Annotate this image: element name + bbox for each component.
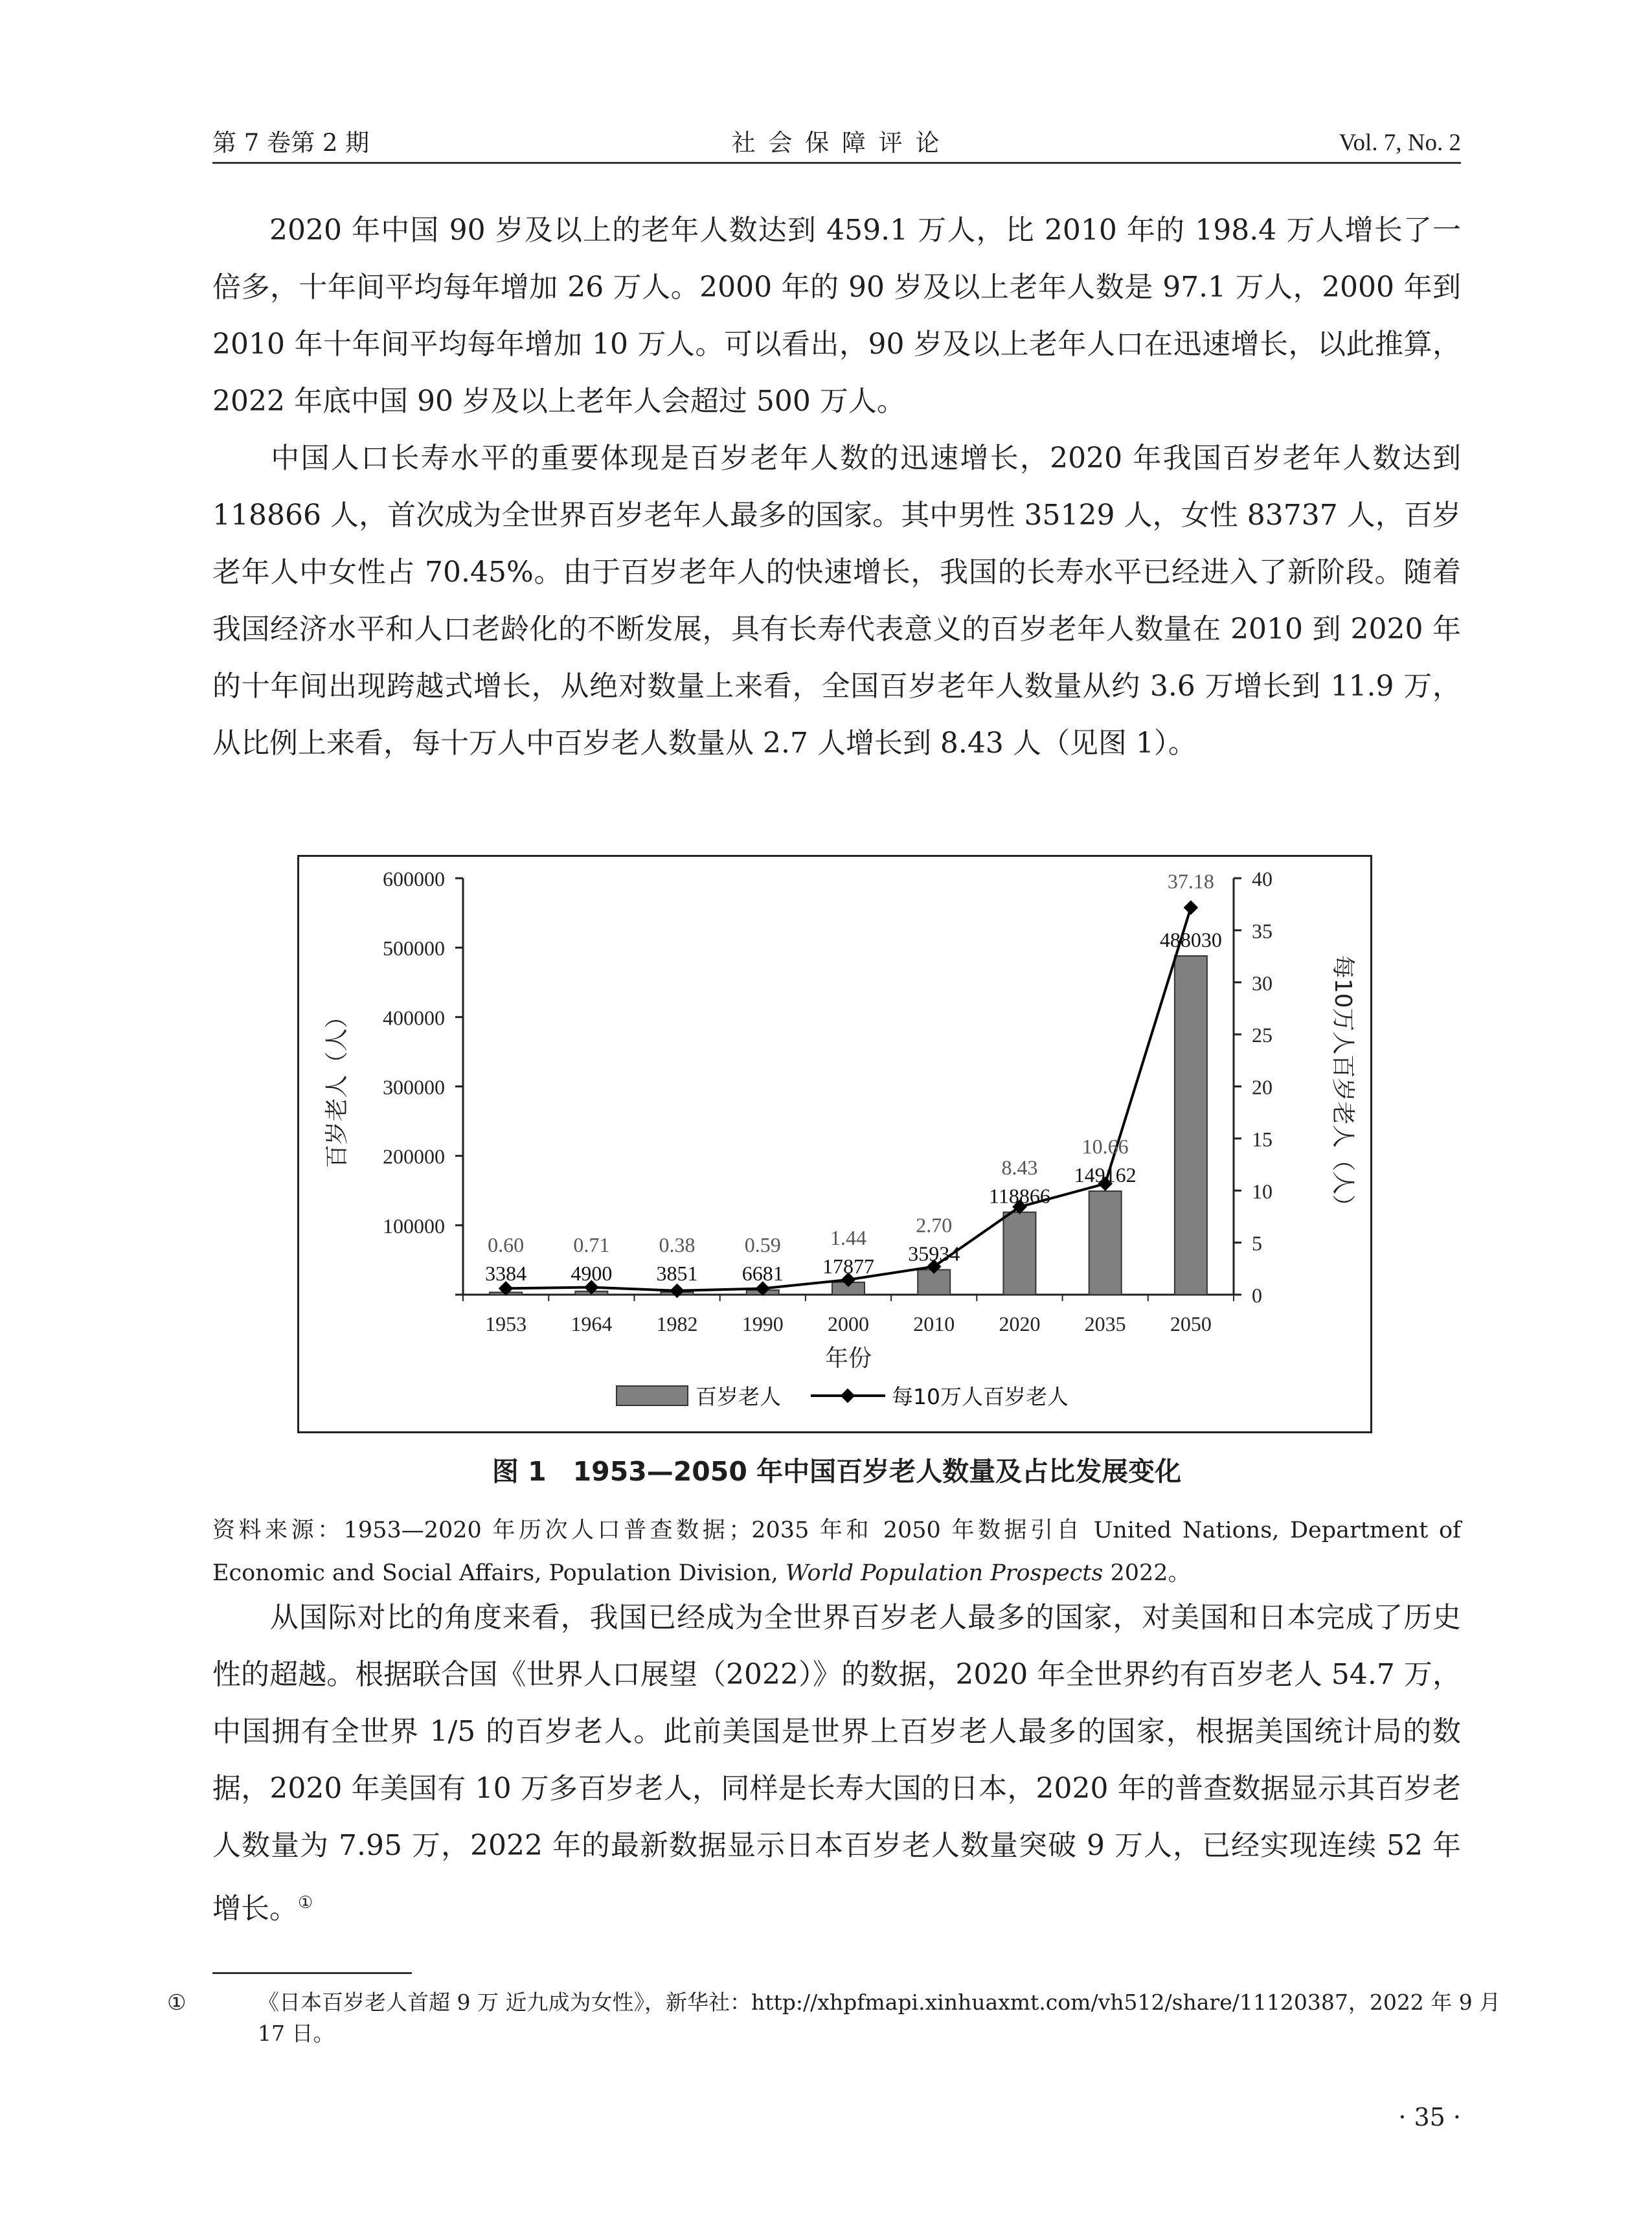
line-label-2050: 37.18 <box>1167 869 1214 893</box>
line-label-1990: 0.59 <box>744 1233 781 1256</box>
y-axis-title-left: 百岁老人（人） <box>324 1005 350 1168</box>
x-tick-label: 1990 <box>741 1312 784 1335</box>
y-tick-label-left: 600000 <box>383 867 445 891</box>
line-point-2050 <box>1184 900 1199 915</box>
y-tick-label-left: 300000 <box>383 1075 445 1099</box>
issue-label: 第 7 卷第 2 期 <box>212 129 370 157</box>
bar-label-1990: 6681 <box>741 1262 784 1285</box>
legend-label-bar: 百岁老人 <box>696 1384 781 1409</box>
bar-label-2050: 488030 <box>1159 927 1222 951</box>
line-point-1982 <box>670 1284 685 1299</box>
journal-title: 社 会 保 障 评 论 <box>731 129 942 157</box>
y-axis-title-right: 每10万人百岁老人（人） <box>1330 955 1356 1218</box>
footnote-divider <box>212 1972 412 1974</box>
y-tick-label-right: 0 <box>1252 1284 1262 1307</box>
chart-svg <box>299 857 1370 1431</box>
bar-label-2035: 149162 <box>1074 1163 1137 1187</box>
bar-label-1953: 3384 <box>485 1262 527 1285</box>
x-axis-title: 年份 <box>824 1345 872 1372</box>
line-label-1964: 0.71 <box>573 1233 610 1256</box>
y-tick-label-right: 15 <box>1252 1127 1273 1151</box>
legend-label-line: 每10万人百岁老人 <box>892 1384 1069 1409</box>
line-label-2000: 1.44 <box>830 1225 866 1249</box>
paragraph-3: 从国际对比的角度来看，我国已经成为全世界百岁老人最多的国家，对美国和日本完成了历史性的超越。根据联合国《世界人口展望（2022）》的数据，2020 年全世界约有百岁老人 54.7 万，中国拥有全世界 1/5 的百岁老人。此前美国是世界上百岁老人最多的国家，根据美国统计局的数据，2020 年美国有 10 万多百岁老人，同样是长寿大国的日本，2020 年的普查数据显示其百岁老人数量为 7.95 万，2022 年的最新数据显示日本百岁老人数量突破 9 万人，已经实现连续 52 年增长。① <box>212 1601 1461 1925</box>
footnote-1: ① 《日本百岁老人首超 9 万 近九成为女性》，新华社：http://xhpfmapi.xinhuaxmt.com/vh512/share/11120387，2022 年 9 月 17 日。 <box>167 1990 1501 2046</box>
footnote-ref[interactable]: ① <box>298 1893 313 1913</box>
paragraph-2: 中国人口长寿水平的重要体现是百岁老年人数的迅速增长，2020 年我国百岁老年人数达到 118866 人，首次成为全世界百岁老年人最多的国家。其中男性 35129 人，女性 83737 人，百岁老年人中女性占 70.45%。由于百岁老年人的快速增长，我国的长寿水平已经进入了新阶段。随着我国经济水平和人口老龄化的不断发展，具有长寿代表意义的百岁老年人数量在 2010 到 2020 年的十年间出现跨越式增长，从绝对数量上来看，全国百岁老年人数量从约 3.6 万增长到 11.9 万，从比例上来看，每十万人中百岁老人数量从 2.7 人增长到 8.43 人（见图 1）。 <box>212 442 1461 760</box>
x-tick-label: 1964 <box>571 1312 613 1335</box>
y-tick-label-right: 30 <box>1252 971 1273 995</box>
y-tick-label-left: 400000 <box>383 1006 445 1030</box>
x-tick-label: 2010 <box>913 1312 955 1335</box>
bar-label-1982: 3851 <box>656 1262 698 1285</box>
y-tick-label-left: 100000 <box>383 1214 445 1238</box>
x-tick-label: 2000 <box>828 1312 869 1335</box>
page-number: · 35 · <box>1398 2103 1461 2131</box>
line-label-1982: 0.38 <box>659 1233 696 1256</box>
bar-label-2020: 118866 <box>989 1184 1050 1208</box>
y-tick-label-right: 5 <box>1252 1231 1262 1255</box>
paragraph-1: 2020 年中国 90 岁及以上的老年人数达到 459.1 万人，比 2010 年的 198.4 万人增长了一倍多，十年间平均每年增加 26 万人。2000 年的 90 岁及以上老年人数是 97.1 万人，2000 年到 2010 年十年间平均每年增加 10 万人。可以看出，90 岁及以上老年人口在迅速增长，以此推算，2022 年底中国 90 岁及以上老年人会超过 500 万人。 <box>212 214 1461 418</box>
line-label-2035: 10.66 <box>1081 1135 1129 1159</box>
y-tick-label-left: 500000 <box>383 937 445 960</box>
y-tick-label-right: 25 <box>1252 1023 1273 1047</box>
figure-1-chart <box>297 855 1372 1433</box>
line-label-1953: 0.60 <box>488 1233 525 1256</box>
line-label-2020: 8.43 <box>1001 1155 1038 1179</box>
x-tick-label: 2020 <box>999 1312 1041 1335</box>
source-note: 资料来源：1953—2020 年历次人口普查数据；2035 年和 2050 年数据引自 United Nations, Department of Economic and Social Affairs, Population Division, World Population Prospects 2022。 <box>212 1517 1461 1586</box>
line-label-2010: 2.70 <box>916 1213 953 1237</box>
figure-caption: 图 1 1953—2050 年中国百岁老人数量及占比发展变化 <box>492 1456 1182 1487</box>
y-tick-label-right: 35 <box>1252 919 1273 943</box>
y-tick-label-right: 40 <box>1252 867 1273 891</box>
source-italic-title: World Population Prospects <box>785 1560 1103 1586</box>
volume-label: Vol. 7, No. 2 <box>1339 130 1461 156</box>
y-tick-label-left: 200000 <box>383 1144 445 1168</box>
x-tick-label: 2050 <box>1170 1312 1212 1335</box>
bar-label-2010: 35934 <box>908 1242 960 1266</box>
bar-2020 <box>1003 1212 1035 1295</box>
x-tick-label: 1953 <box>485 1312 527 1335</box>
bar-label-2000: 17877 <box>822 1254 874 1278</box>
y-tick-label-right: 10 <box>1252 1179 1273 1203</box>
bar-2050 <box>1175 956 1207 1295</box>
running-header <box>212 127 1461 164</box>
x-tick-label: 1982 <box>656 1312 698 1335</box>
y-tick-label-right: 20 <box>1252 1075 1273 1099</box>
bar-label-1964: 4900 <box>571 1262 613 1285</box>
legend-swatch-bar <box>617 1386 688 1405</box>
bar-2035 <box>1089 1191 1122 1295</box>
legend-marker-line <box>841 1389 855 1403</box>
x-tick-label: 2035 <box>1084 1312 1126 1335</box>
